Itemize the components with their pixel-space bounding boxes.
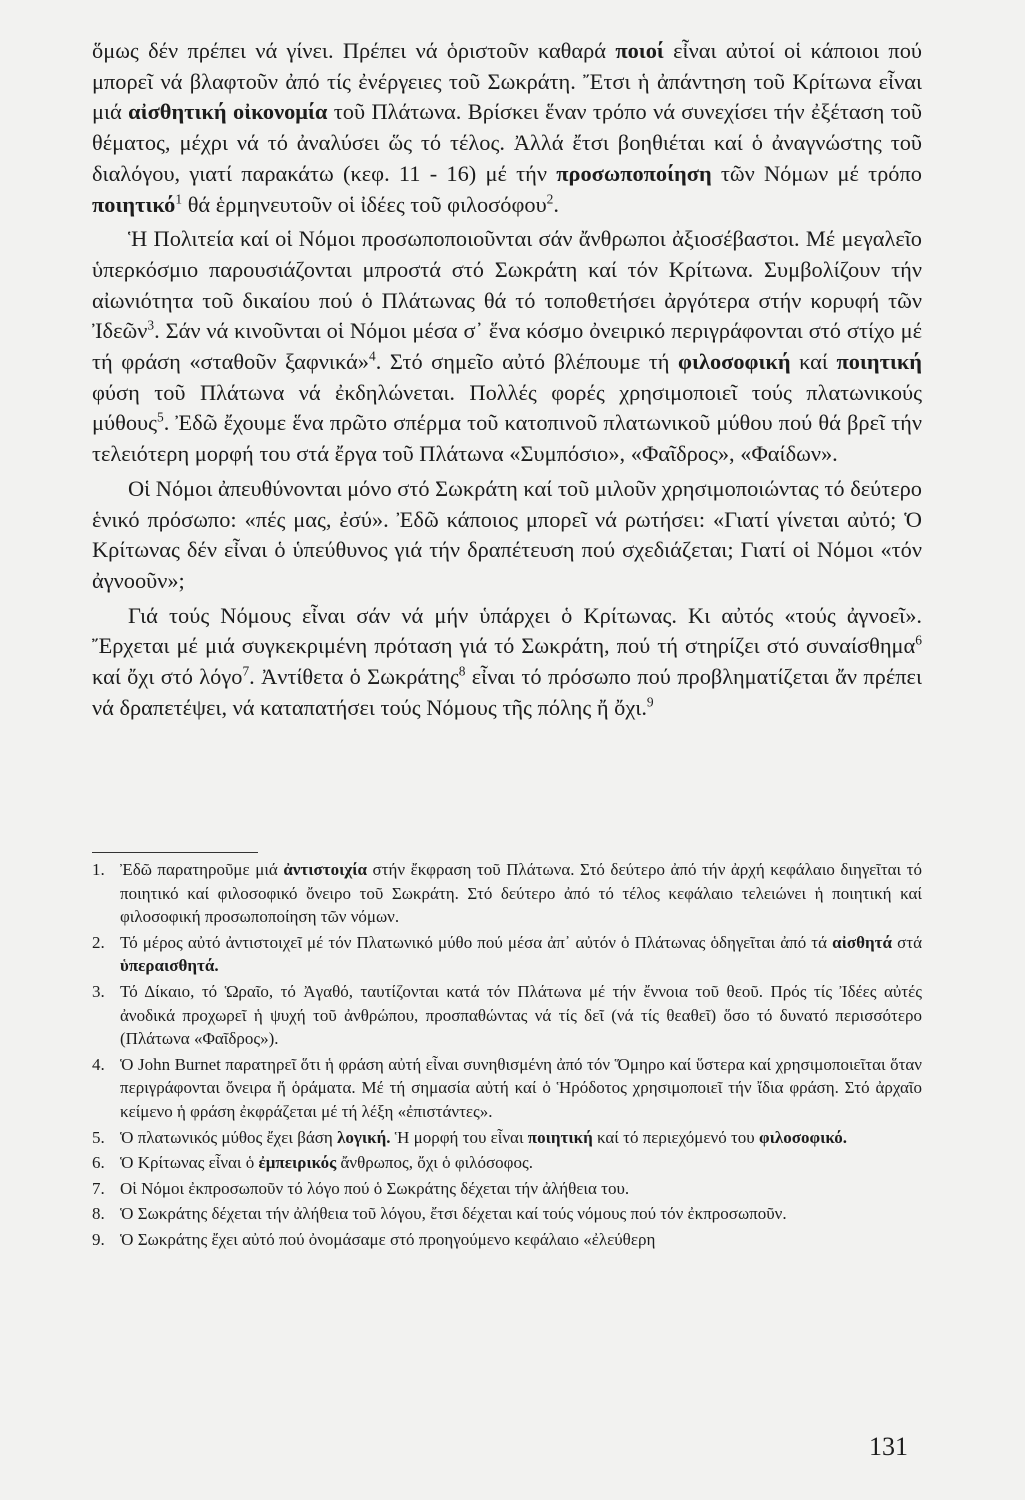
text-run: . Σάν νά κινοῦνται οἱ Νόμοι μέσα σ᾽ ἕνα κόσμο ὀνειρικό περιγράφονται στό στίχο μέ τή φράση «σταθοῦν ξαφνικά»: [92, 318, 922, 375]
footnote-ref: 1: [175, 191, 183, 207]
bold-term: ἀντιστοιχία: [283, 860, 367, 879]
bold-term: ποιοί: [615, 38, 664, 63]
text-run: Ἐδῶ παρατηροῦμε μιά: [120, 860, 284, 879]
text-run: εἶναι τό πρόσωπο πού προβληματίζεται ἄν πρέπει νά δραπετέψει, νά καταπατήσει τούς Νόμους τῆς πόλης ἤ ὄχι.: [92, 664, 922, 720]
text-run: . Ἀντίθετα ὁ Σωκράτης: [249, 664, 459, 690]
main-text: [92, 36, 922, 723]
text-run: φύση τοῦ Πλάτωνα νά ἐκδηλώνεται. Πολλές φορές χρησιμοποιεῖ τούς πλατωνικούς μύθους: [92, 379, 922, 436]
footnote-text: Ὁ Σωκράτης ἔχει αὐτό πού ὀνομάσαμε στό προηγούμενο κεφάλαιο «ἐλεύθερη: [120, 1229, 656, 1249]
text-run: τῶν Νόμων μέ τρόπο: [711, 160, 922, 186]
footnote-4: [92, 1053, 922, 1124]
footnote-number: 1.: [92, 860, 105, 879]
footnote-number: 3.: [92, 981, 105, 1001]
footnote-divider: [92, 852, 258, 853]
paragraph-2: [92, 224, 922, 470]
footnote-6: [92, 1151, 922, 1175]
bold-term: ἐμπειρικός: [258, 1153, 337, 1173]
text-run: στήν ἔκφραση τοῦ Πλάτωνα. Στό δεύτερο ἀπό τήν ἀρχή κεφάλαιο διηγεῖται τό ποιητικό καί φιλοσοφικό ὄνειρο τοῦ Σωκράτη. Στό δεύτερο ἀπό τό τέλος κεφάλαιο τελειώνει ἡ ποιητική καί φιλοσοφική προσωποποίηση τῶν νόμων.: [120, 860, 922, 927]
text-run: στά: [891, 932, 922, 952]
footnote-ref: 3: [147, 317, 155, 333]
bold-term: ποιητική: [527, 1127, 593, 1147]
footnote-number: 7.: [92, 1178, 105, 1198]
text-run: καί τό περιεχόμενό του: [592, 1127, 759, 1147]
text-run: Γιά τούς Νόμους εἶναι σάν νά μήν ὑπάρχει ὁ Κρίτωνας. Κι αὐτός «τούς ἀγνοεῖ». Ἔρχεται μέ μιά συγκεκριμένη πρόταση γιά τό Σωκράτη, πού τή στηρίζει στό συναίσθημα: [92, 602, 922, 659]
text-run: καί: [790, 349, 837, 375]
footnote-ref: 6: [915, 632, 922, 648]
text-run: ὅμως δέν πρέπει νά γίνει. Πρέπει νά ὁριστοῦν καθαρά: [92, 38, 616, 63]
footnote-2: [92, 931, 922, 978]
footnote-9: [92, 1228, 922, 1252]
text-run: Ἡ Πολιτεία καί οἱ Νόμοι προσωποποιοῦνται σάν ἄνθρωποι ἀξιοσέβαστοι. Μέ μεγαλεῖο ὑπερκόσμιο παρουσιάζονται μπροστά στό Σωκράτη καί τόν Κρίτωνα. Συμβολίζουν τήν αἰωνιότητα τοῦ δικαίου πού ὁ Πλάτωνας θά τό τοποθετήσει ἀργότερα στήν κορυφή τῶν Ἰδεῶν: [92, 226, 922, 344]
footnote-ref: 7: [242, 663, 250, 679]
footnote-number: 6.: [92, 1153, 105, 1173]
text-run: . Στό σημεῖο αὐτό βλέπουμε τή: [375, 349, 679, 375]
text-run: καί ὄχι στό λόγο: [92, 664, 243, 690]
bold-term: λογική.: [337, 1127, 391, 1147]
paragraph-1: [92, 36, 922, 220]
page-number: 131: [869, 1432, 908, 1461]
bold-term: ὑπεραισθητά.: [120, 956, 219, 976]
bold-term: φιλοσοφική: [678, 349, 791, 375]
bold-term: ποιητικό: [92, 191, 176, 217]
text-run: Τό μέρος αὐτό ἀντιστοιχεῖ μέ τόν Πλατωνικό μύθο πού μέσα ἀπ᾽ αὐτόν ὁ Πλάτωνας ὁδηγεῖται ἀπό τά: [120, 932, 833, 952]
text-run: Ὁ πλατωνικός μύθος ἔχει βάση: [120, 1127, 338, 1147]
bold-term: αἰσθητά: [832, 932, 892, 952]
text-run: Ὁ Κρίτωνας εἶναι ὁ: [120, 1153, 259, 1173]
text-run: Ἡ μορφή του εἶναι: [390, 1127, 528, 1147]
bold-term: φιλοσοφικό.: [758, 1127, 848, 1147]
text-run: εἶναι αὐτοί οἱ κάποιοι πού μπορεῖ νά βλαφτοῦν ἀπό τίς ἐνέργειες τοῦ Σωκράτη. Ἔτσι ἡ ἀπάντηση τοῦ Κρίτωνα εἶναι μιά: [92, 38, 922, 125]
footnote-ref: 2: [546, 191, 554, 207]
footnote-3: [92, 980, 922, 1051]
footnote-number: 5.: [92, 1127, 105, 1147]
text-run: θά ἑρμηνευτοῦν οἱ ἰδέες τοῦ φιλοσόφου: [182, 191, 547, 217]
footnote-number: 4.: [92, 1054, 105, 1074]
bold-term: αἰσθητική οἰκονομία: [128, 99, 328, 125]
footnote-text: Ὁ John Burnet παρατηρεῖ ὅτι ἡ φράση αὐτή εἶναι συνηθισμένη ἀπό τόν Ὅμηρο καί ὕστερα καί χρησιμοποιεῖται ὅταν περιγράφονται ὄνειρα ἤ ὁράματα. Μέ τή σημασία αὐτή καί ὁ Ἡρόδοτος χρησιμοποιεῖ τήν ἴδια φράση. Στό ἀρχαῖο κείμενο ἡ φράση ἐκφράζεται μέ τή λέξη «ἐπιστάντες».: [120, 1054, 922, 1121]
paragraph-4: [92, 601, 922, 724]
footnote-text: Οἱ Νόμοι ἐκπροσωποῦν τό λόγο πού ὁ Σωκράτης δέχεται τήν ἀλήθεια του.: [120, 1178, 630, 1198]
paragraph-3: Οἱ Νόμοι ἀπευθύνονται μόνο στό Σωκράτη καί τοῦ μιλοῦν χρησιμοποιώντας τό δεύτερο ἑνικό πρόσωπο: «πές μας, ἐσύ». Ἐδῶ κάποιος μπορεῖ νά ρωτήσει: «Γιατί γίνεται αὐτό; Ὁ Κρίτωνας δέν εἶναι ὁ ὑπεύθυνος γιά τήν δραπέτευση πού σχεδιάζεται; Γιατί οἱ Νόμοι «τόν ἀγνοοῦν»;: [92, 475, 922, 593]
footnote-text: Τό Δίκαιο, τό Ὡραῖο, τό Ἀγαθό, ταυτίζονται κατά τόν Πλάτωνα μέ τήν ἔννοια τοῦ θεοῦ. Πρός τίς Ἰδέες αὐτές ἀνοδικά προχωρεῖ ἡ ψυχή τοῦ ἀνθρώπου, προσπαθώντας νά τίς δεῖ (νά τίς θεαθεῖ) ὅσο τό δυνατό περισσότερο (Πλάτωνα «Φαῖδρος»).: [120, 981, 922, 1049]
footnote-ref: 9: [646, 694, 654, 710]
text-run: . Ἐδῶ ἔχουμε ἕνα πρῶτο σπέρμα τοῦ κατοπινοῦ πλατωνικοῦ μύθου πού θά βρεῖ τήν τελειότερη μορφή του στά ἔργα τοῦ Πλάτωνα «Συμπόσιο», «Φαῖδρος», «Φαίδων».: [92, 410, 922, 467]
footnote-5: [92, 1126, 922, 1150]
text-run: ἄνθρωπος, ὄχι ὁ φιλόσοφος.: [336, 1153, 533, 1173]
footnote-number: 9.: [92, 1229, 105, 1249]
footnote-text: Ὁ Σωκράτης δέχεται τήν ἀλήθεια τοῦ λόγου, ἔτσι δέχεται καί τούς νόμους πού τόν ἐκπροσωποῦν.: [120, 1204, 787, 1224]
bold-term: ποιητική: [836, 349, 922, 375]
footnote-number: 8.: [92, 1204, 105, 1224]
footnotes: [92, 858, 922, 1254]
text-run: .: [553, 191, 559, 217]
footnote-number: 2.: [92, 932, 105, 952]
footnote-7: [92, 1177, 922, 1201]
footnote-1: [92, 858, 922, 929]
footnote-ref: 8: [458, 663, 466, 679]
text-run: τοῦ Πλάτωνα. Βρίσκει ἕναν τρόπο νά συνεχίσει τήν ἐξέταση τοῦ θέματος, μέχρι νά τό ἀναλύσει ὥς τό τέλος. Ἀλλά ἔτσι βοηθιέται καί ὁ ἀναγνώστης τοῦ διαλόγου, γιατί παρακάτω (κεφ. 11 - 16) μέ τήν: [92, 99, 922, 186]
footnote-8: [92, 1202, 922, 1226]
footnote-ref: 4: [368, 348, 376, 364]
bold-term: προσωποποίηση: [556, 160, 712, 186]
footnote-ref: 5: [156, 409, 164, 425]
